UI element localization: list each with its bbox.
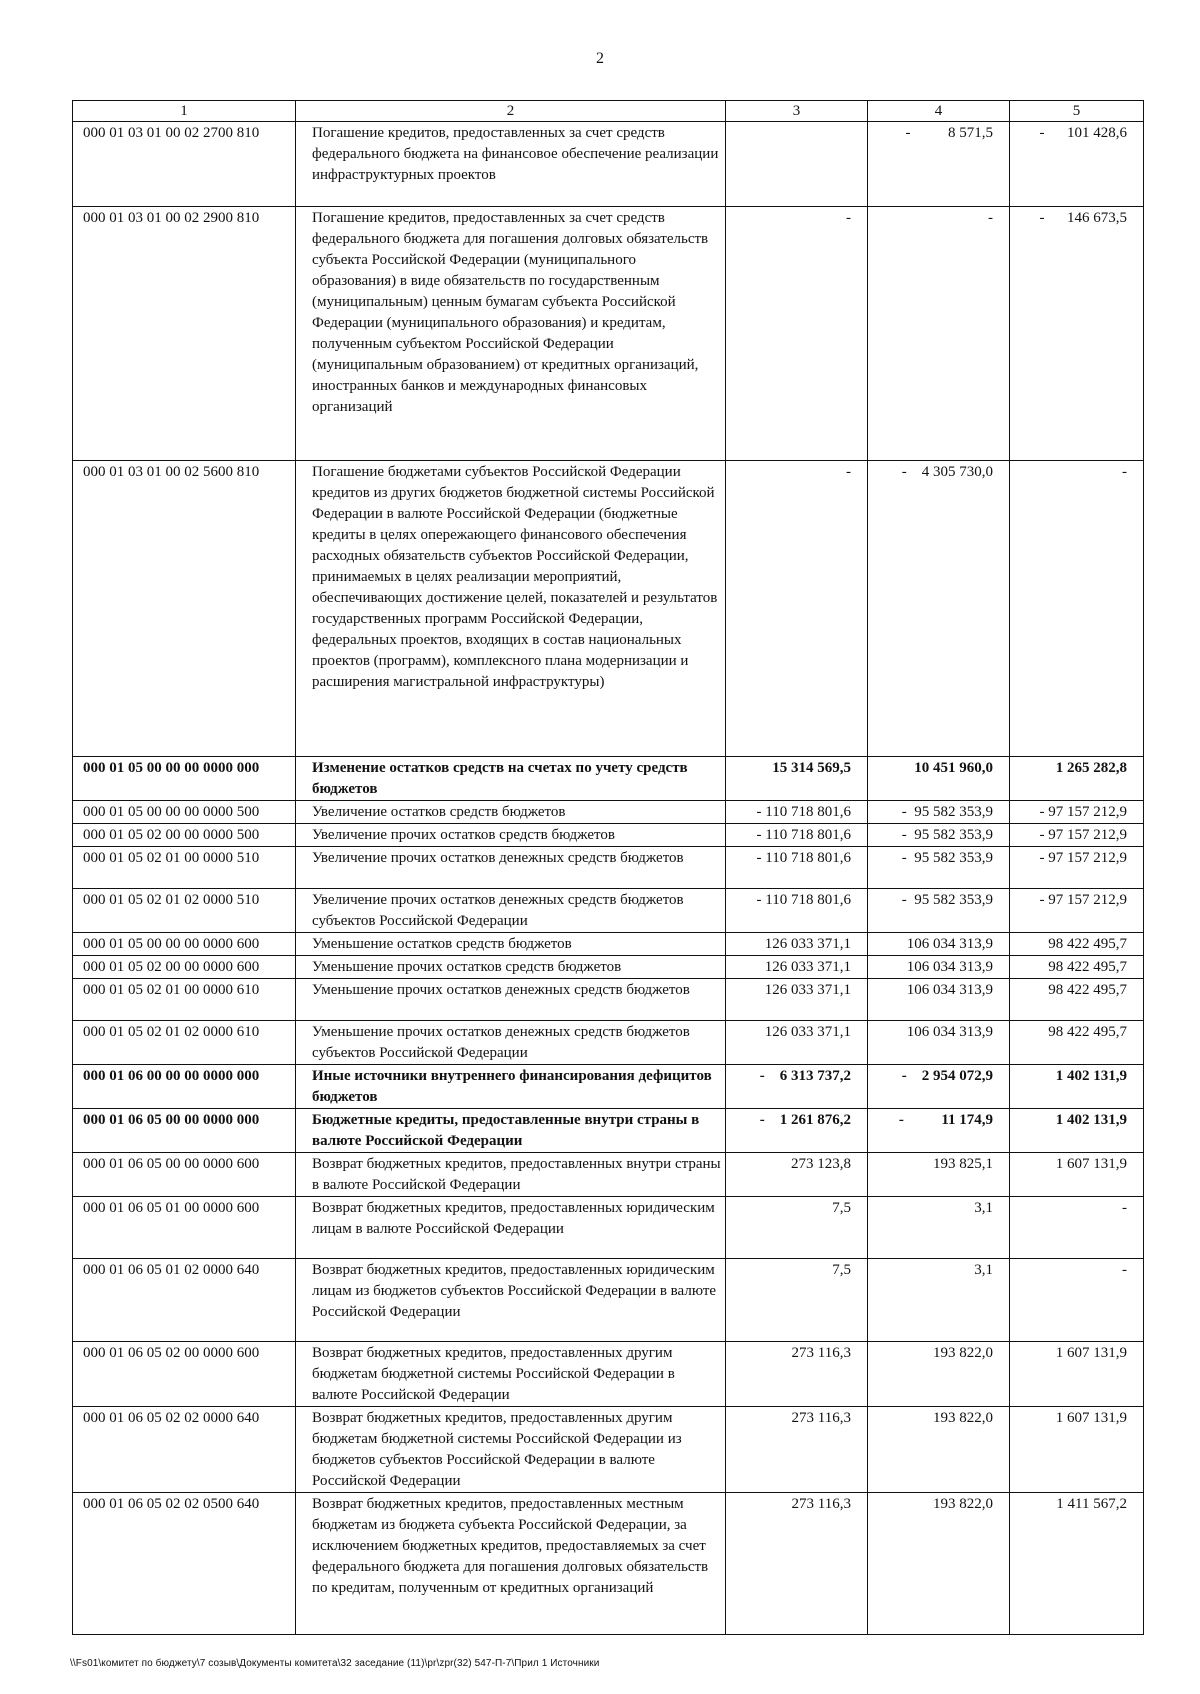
budget-code-cell: 000 01 06 05 02 00 0000 600	[73, 1342, 296, 1407]
budget-code-cell: 000 01 06 05 00 00 0000 000	[73, 1109, 296, 1153]
value-col3-cell: - 110 718 801,6	[726, 889, 868, 933]
value-col4-cell: - 11 174,9	[868, 1109, 1010, 1153]
value-col3-cell: - 110 718 801,6	[726, 847, 868, 889]
source-name-cell: Возврат бюджетных кредитов, предоставленных юридическим лицам из бюджетов субъектов Российской Федерации в валюте Российской Федерации	[296, 1259, 726, 1342]
table-row	[73, 847, 1144, 889]
budget-code-cell: 000 01 03 01 00 02 5600 810	[73, 461, 296, 757]
value-col3-cell: - 6 313 737,2	[726, 1065, 868, 1109]
table-row	[73, 1259, 1144, 1342]
table-row	[73, 461, 1144, 757]
value-col3-cell: 273 116,3	[726, 1493, 868, 1635]
value-col5-cell: 1 402 131,9	[1010, 1065, 1144, 1109]
page-number: 2	[596, 50, 604, 67]
value-col5-cell: - 146 673,5	[1010, 207, 1144, 461]
value-col4-cell: - 4 305 730,0	[868, 461, 1010, 757]
value-col5-cell: 98 422 495,7	[1010, 979, 1144, 1021]
source-name-cell: Изменение остатков средств на счетах по учету средств бюджетов	[296, 757, 726, 801]
value-col3-cell: 273 116,3	[726, 1342, 868, 1407]
table-row	[73, 1021, 1144, 1065]
source-name-cell: Возврат бюджетных кредитов, предоставленных другим бюджетам бюджетной системы Российской Федерации из бюджетов субъектов Российской Федерации в валюте Российской Федерации	[296, 1407, 726, 1493]
value-col5-cell: 98 422 495,7	[1010, 933, 1144, 956]
source-name-cell: Уменьшение прочих остатков денежных средств бюджетов	[296, 979, 726, 1021]
value-col5-cell: 1 265 282,8	[1010, 757, 1144, 801]
table-row	[73, 1065, 1144, 1109]
value-col3-cell: - 110 718 801,6	[726, 801, 868, 824]
source-name-cell: Увеличение прочих остатков денежных средств бюджетов	[296, 847, 726, 889]
column-header-3: 3	[726, 101, 868, 122]
budget-code-cell: 000 01 03 01 00 02 2700 810	[73, 122, 296, 207]
value-col4-cell: 193 822,0	[868, 1493, 1010, 1635]
value-col3-cell: 126 033 371,1	[726, 933, 868, 956]
value-col4-cell: 106 034 313,9	[868, 979, 1010, 1021]
value-col4-cell: 193 825,1	[868, 1153, 1010, 1197]
source-name-cell: Погашение бюджетами субъектов Российской Федерации кредитов из других бюджетов бюджетной системы Российской Федерации в валюте Российской Федерации (бюджетные кредиты в целях опережающего финансового обеспечения расходных обязательств субъектов Российской Федерации, принимаемых в целях реализации мероприятий, обеспечивающих достижение целей, показателей и результатов государственных программ Российской Федерации, федеральных проектов, входящих в состав национальных проектов (программ), комплексного плана модернизации и расширения магистральной инфраструктуры)	[296, 461, 726, 757]
budget-code-cell: 000 01 05 02 00 00 0000 500	[73, 824, 296, 847]
column-header-2: 2	[296, 101, 726, 122]
value-col4-cell: -	[868, 207, 1010, 461]
column-header-4: 4	[868, 101, 1010, 122]
table-row	[73, 1407, 1144, 1493]
value-col3-cell: -	[726, 461, 868, 757]
source-name-cell: Возврат бюджетных кредитов, предоставленных юридическим лицам в валюте Российской Федерации	[296, 1197, 726, 1259]
budget-code-cell: 000 01 05 02 01 02 0000 610	[73, 1021, 296, 1065]
table-row	[73, 933, 1144, 956]
budget-code-cell: 000 01 05 00 00 00 0000 500	[73, 801, 296, 824]
value-col3-cell: 273 123,8	[726, 1153, 868, 1197]
table-row	[73, 1153, 1144, 1197]
value-col4-cell: 10 451 960,0	[868, 757, 1010, 801]
value-col4-cell: 106 034 313,9	[868, 1021, 1010, 1065]
value-col5-cell: -	[1010, 1197, 1144, 1259]
value-col5-cell: 98 422 495,7	[1010, 956, 1144, 979]
value-col5-cell: 98 422 495,7	[1010, 1021, 1144, 1065]
value-col4-cell: - 95 582 353,9	[868, 889, 1010, 933]
source-name-cell: Увеличение остатков средств бюджетов	[296, 801, 726, 824]
table-header-row	[73, 101, 1144, 122]
value-col5-cell: 1 607 131,9	[1010, 1153, 1144, 1197]
budget-code-cell: 000 01 06 05 01 00 0000 600	[73, 1197, 296, 1259]
value-col3-cell	[726, 122, 868, 207]
budget-code-cell: 000 01 06 00 00 00 0000 000	[73, 1065, 296, 1109]
source-name-cell: Бюджетные кредиты, предоставленные внутри страны в валюте Российской Федерации	[296, 1109, 726, 1153]
value-col4-cell: 193 822,0	[868, 1407, 1010, 1493]
budget-code-cell: 000 01 05 00 00 00 0000 000	[73, 757, 296, 801]
value-col4-cell: - 8 571,5	[868, 122, 1010, 207]
column-header-1: 1	[73, 101, 296, 122]
table-row	[73, 824, 1144, 847]
source-name-cell: Иные источники внутреннего финансирования дефицитов бюджетов	[296, 1065, 726, 1109]
source-name-cell: Увеличение прочих остатков денежных средств бюджетов субъектов Российской Федерации	[296, 889, 726, 933]
value-col5-cell: - 101 428,6	[1010, 122, 1144, 207]
source-name-cell: Уменьшение остатков средств бюджетов	[296, 933, 726, 956]
value-col5-cell: - 97 157 212,9	[1010, 824, 1144, 847]
value-col3-cell: 7,5	[726, 1197, 868, 1259]
budget-code-cell: 000 01 05 02 01 00 0000 510	[73, 847, 296, 889]
value-col4-cell: - 95 582 353,9	[868, 801, 1010, 824]
table-row	[73, 1493, 1144, 1635]
column-header-5: 5	[1010, 101, 1144, 122]
value-col5-cell: - 97 157 212,9	[1010, 847, 1144, 889]
value-col4-cell: - 2 954 072,9	[868, 1065, 1010, 1109]
value-col3-cell: 7,5	[726, 1259, 868, 1342]
source-name-cell: Уменьшение прочих остатков денежных средств бюджетов субъектов Российской Федерации	[296, 1021, 726, 1065]
file-path-footer: \\Fs01\комитет по бюджету\7 созыв\Документы комитета\32 заседание (11)\pr\zpr(32) 547-П-7\Прил 1 Источники	[70, 1658, 600, 1669]
budget-code-cell: 000 01 05 02 00 00 0000 600	[73, 956, 296, 979]
value-col4-cell: 3,1	[868, 1197, 1010, 1259]
source-name-cell: Увеличение прочих остатков средств бюджетов	[296, 824, 726, 847]
source-name-cell: Погашение кредитов, предоставленных за счет средств федерального бюджета на финансовое обеспечение реализации инфраструктурных проектов	[296, 122, 726, 207]
table-row	[73, 122, 1144, 207]
value-col3-cell: -	[726, 207, 868, 461]
table-body	[73, 122, 1144, 1635]
value-col4-cell: - 95 582 353,9	[868, 847, 1010, 889]
budget-code-cell: 000 01 06 05 01 02 0000 640	[73, 1259, 296, 1342]
table-row	[73, 889, 1144, 933]
value-col5-cell: 1 411 567,2	[1010, 1493, 1144, 1635]
budget-code-cell: 000 01 06 05 02 02 0000 640	[73, 1407, 296, 1493]
value-col5-cell: - 97 157 212,9	[1010, 801, 1144, 824]
source-name-cell: Возврат бюджетных кредитов, предоставленных местным бюджетам из бюджета субъекта Российской Федерации, за исключением бюджетных кредитов, предоставляемых за счет федерального бюджета для погашения долговых обязательств по кредитам, полученным от кредитных организаций	[296, 1493, 726, 1635]
value-col4-cell: 106 034 313,9	[868, 933, 1010, 956]
value-col3-cell: 126 033 371,1	[726, 979, 868, 1021]
table-row	[73, 757, 1144, 801]
budget-code-cell: 000 01 06 05 00 00 0000 600	[73, 1153, 296, 1197]
table-row	[73, 801, 1144, 824]
value-col5-cell: - 97 157 212,9	[1010, 889, 1144, 933]
value-col5-cell: -	[1010, 1259, 1144, 1342]
value-col3-cell: 273 116,3	[726, 1407, 868, 1493]
table-row	[73, 956, 1144, 979]
budget-code-cell: 000 01 06 05 02 02 0500 640	[73, 1493, 296, 1635]
budget-code-cell: 000 01 03 01 00 02 2900 810	[73, 207, 296, 461]
table-row	[73, 207, 1144, 461]
source-name-cell: Погашение кредитов, предоставленных за счет средств федерального бюджета для погашения долговых обязательств субъекта Российской Федерации (муниципального образования) в виде обязательств по государственным (муниципальным) ценным бумагам субъекта Российской Федерации (муниципального образования) и кредитам, полученным субъектом Российской Федерации (муниципальным образованием) от кредитных организаций, иностранных банков и международных финансовых организаций	[296, 207, 726, 461]
value-col4-cell: 193 822,0	[868, 1342, 1010, 1407]
source-name-cell: Возврат бюджетных кредитов, предоставленных внутри страны в валюте Российской Федерации	[296, 1153, 726, 1197]
value-col4-cell: 3,1	[868, 1259, 1010, 1342]
value-col3-cell: 126 033 371,1	[726, 1021, 868, 1065]
sources-table	[72, 100, 1144, 1635]
table-row	[73, 1197, 1144, 1259]
value-col5-cell: 1 607 131,9	[1010, 1407, 1144, 1493]
budget-code-cell: 000 01 05 02 01 02 0000 510	[73, 889, 296, 933]
value-col5-cell: 1 607 131,9	[1010, 1342, 1144, 1407]
budget-code-cell: 000 01 05 00 00 00 0000 600	[73, 933, 296, 956]
value-col4-cell: 106 034 313,9	[868, 956, 1010, 979]
value-col3-cell: 126 033 371,1	[726, 956, 868, 979]
table-row	[73, 979, 1144, 1021]
table-row	[73, 1342, 1144, 1407]
table-row	[73, 1109, 1144, 1153]
value-col4-cell: - 95 582 353,9	[868, 824, 1010, 847]
source-name-cell: Уменьшение прочих остатков средств бюджетов	[296, 956, 726, 979]
budget-code-cell: 000 01 05 02 01 00 0000 610	[73, 979, 296, 1021]
value-col3-cell: - 1 261 876,2	[726, 1109, 868, 1153]
value-col3-cell: - 110 718 801,6	[726, 824, 868, 847]
value-col5-cell: 1 402 131,9	[1010, 1109, 1144, 1153]
value-col3-cell: 15 314 569,5	[726, 757, 868, 801]
source-name-cell: Возврат бюджетных кредитов, предоставленных другим бюджетам бюджетной системы Российской Федерации в валюте Российской Федерации	[296, 1342, 726, 1407]
value-col5-cell: -	[1010, 461, 1144, 757]
